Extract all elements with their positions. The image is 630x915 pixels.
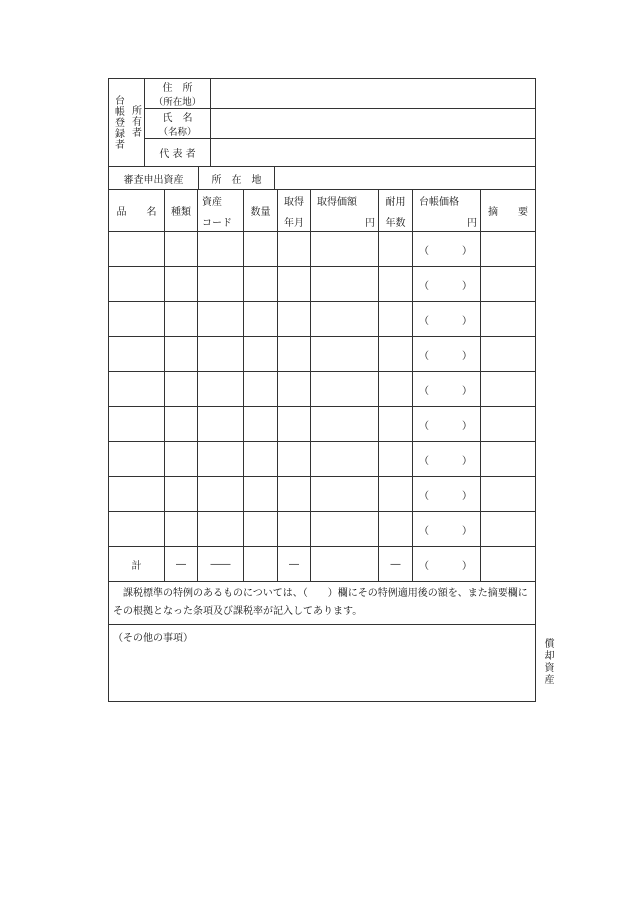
cell-asset-code[interactable] bbox=[198, 442, 244, 477]
total-price[interactable] bbox=[311, 547, 379, 582]
cell-ledger[interactable] bbox=[413, 267, 481, 302]
cell-qty[interactable] bbox=[244, 512, 278, 547]
total-ledger[interactable] bbox=[413, 547, 481, 582]
paren-open: （ bbox=[419, 350, 429, 362]
paren-close: ） bbox=[462, 420, 472, 432]
table-row bbox=[109, 267, 536, 302]
address-label bbox=[145, 79, 211, 109]
cell-remarks[interactable] bbox=[481, 442, 536, 477]
cell-asset-code[interactable] bbox=[198, 477, 244, 512]
cell-life[interactable] bbox=[379, 512, 413, 547]
representative-value[interactable] bbox=[211, 139, 536, 167]
total-asset-code: ―― bbox=[198, 547, 244, 582]
table-row bbox=[109, 512, 536, 547]
cell-ledger[interactable] bbox=[413, 302, 481, 337]
cell-type[interactable] bbox=[165, 372, 198, 407]
cell-acq[interactable] bbox=[278, 267, 311, 302]
paren-close: ） bbox=[462, 560, 472, 572]
cell-type[interactable] bbox=[165, 407, 198, 442]
cell-ledger[interactable] bbox=[413, 442, 481, 477]
table-row bbox=[109, 337, 536, 372]
cell-item[interactable] bbox=[109, 477, 165, 512]
table-row bbox=[109, 477, 536, 512]
col-item: 品 名 bbox=[109, 190, 165, 232]
cell-qty[interactable] bbox=[244, 477, 278, 512]
cell-item[interactable] bbox=[109, 372, 165, 407]
other-matters[interactable] bbox=[109, 625, 536, 702]
cell-asset-code[interactable] bbox=[198, 337, 244, 372]
paren-open: （ bbox=[419, 420, 429, 432]
cell-life[interactable] bbox=[379, 372, 413, 407]
col-asset-code-1: 資産 bbox=[202, 196, 222, 208]
cell-type[interactable] bbox=[165, 512, 198, 547]
total-label: 計 bbox=[109, 547, 165, 582]
cell-remarks[interactable] bbox=[481, 337, 536, 372]
col-acq bbox=[278, 190, 311, 232]
cell-life[interactable] bbox=[379, 407, 413, 442]
registrant-label-text: 台帳登録者 bbox=[112, 95, 124, 150]
paren-close: ） bbox=[462, 455, 472, 467]
cell-qty[interactable] bbox=[244, 337, 278, 372]
total-row bbox=[109, 547, 536, 582]
col-ledger-label: 台帳価格 bbox=[419, 196, 459, 208]
cell-price[interactable] bbox=[311, 407, 379, 442]
location-value[interactable] bbox=[275, 167, 536, 190]
note-text: 課税標準の特例のあるものについては、（ ）欄にその特例適用後の額を、また摘要欄にその根拠となった条項及び課税率が記入してあります。 bbox=[109, 582, 536, 625]
cell-acq[interactable] bbox=[278, 442, 311, 477]
cell-ledger[interactable] bbox=[413, 407, 481, 442]
representative-label-text: 代 表 者 bbox=[159, 149, 196, 160]
cell-item[interactable] bbox=[109, 232, 165, 267]
cell-type[interactable] bbox=[165, 477, 198, 512]
cell-remarks[interactable] bbox=[481, 267, 536, 302]
col-life bbox=[379, 190, 413, 232]
other-matters-label: （その他の事項） bbox=[113, 633, 193, 644]
address-value[interactable] bbox=[211, 79, 536, 109]
paren-open: （ bbox=[419, 525, 429, 537]
address-sub-text: （所在地） bbox=[153, 97, 202, 108]
col-remarks: 摘 要 bbox=[481, 190, 536, 232]
cell-price[interactable] bbox=[311, 232, 379, 267]
total-life: ― bbox=[379, 547, 413, 582]
total-remarks[interactable] bbox=[481, 547, 536, 582]
table-row bbox=[109, 372, 536, 407]
cell-price[interactable] bbox=[311, 512, 379, 547]
paren-close: ） bbox=[462, 280, 472, 292]
asset-table bbox=[108, 189, 536, 702]
cell-price[interactable] bbox=[311, 267, 379, 302]
cell-ledger[interactable] bbox=[413, 337, 481, 372]
table-row bbox=[109, 407, 536, 442]
cell-price[interactable] bbox=[311, 302, 379, 337]
cell-ledger[interactable] bbox=[413, 477, 481, 512]
cell-item[interactable] bbox=[109, 442, 165, 477]
note-row bbox=[109, 582, 536, 625]
cell-item[interactable] bbox=[109, 267, 165, 302]
table-row bbox=[109, 232, 536, 267]
cell-life[interactable] bbox=[379, 477, 413, 512]
cell-item[interactable] bbox=[109, 407, 165, 442]
paren-close: ） bbox=[462, 385, 472, 397]
cell-price[interactable] bbox=[311, 442, 379, 477]
cell-remarks[interactable] bbox=[481, 512, 536, 547]
name-value[interactable] bbox=[211, 109, 536, 139]
name-label-text: 氏 名 bbox=[162, 113, 193, 124]
cell-remarks[interactable] bbox=[481, 477, 536, 512]
paren-open: （ bbox=[419, 315, 429, 327]
cell-acq[interactable] bbox=[278, 512, 311, 547]
total-acq: ― bbox=[278, 547, 311, 582]
col-asset-code bbox=[198, 190, 244, 232]
cell-remarks[interactable] bbox=[481, 302, 536, 337]
paren-close: ） bbox=[462, 490, 472, 502]
cell-ledger[interactable] bbox=[413, 232, 481, 267]
paren-open: （ bbox=[419, 280, 429, 292]
cell-qty[interactable] bbox=[244, 302, 278, 337]
cell-life[interactable] bbox=[379, 232, 413, 267]
cell-acq[interactable] bbox=[278, 477, 311, 512]
col-type: 種類 bbox=[165, 190, 198, 232]
asset-label: 審査申出資産 bbox=[109, 167, 199, 190]
appeal-form bbox=[108, 78, 536, 702]
cell-type[interactable] bbox=[165, 302, 198, 337]
other-row bbox=[109, 625, 536, 702]
paren-close: ） bbox=[462, 245, 472, 257]
total-qty[interactable] bbox=[244, 547, 278, 582]
cell-remarks[interactable] bbox=[481, 407, 536, 442]
cell-qty[interactable] bbox=[244, 407, 278, 442]
cell-life[interactable] bbox=[379, 302, 413, 337]
cell-ledger[interactable] bbox=[413, 372, 481, 407]
cell-ledger[interactable] bbox=[413, 512, 481, 547]
name-sub-text: （名称） bbox=[158, 127, 197, 138]
total-type: ― bbox=[165, 547, 198, 582]
cell-price[interactable] bbox=[311, 372, 379, 407]
cell-price[interactable] bbox=[311, 477, 379, 512]
cell-type[interactable] bbox=[165, 442, 198, 477]
registrant-label bbox=[109, 79, 145, 167]
paren-close: ） bbox=[462, 315, 472, 327]
header-row bbox=[109, 190, 536, 232]
representative-label bbox=[145, 139, 211, 167]
col-ledger bbox=[413, 190, 481, 232]
col-price-label: 取得価額 bbox=[317, 196, 357, 208]
col-ledger-unit: 円 bbox=[467, 217, 477, 229]
cell-item[interactable] bbox=[109, 302, 165, 337]
cell-qty[interactable] bbox=[244, 372, 278, 407]
paren-open: （ bbox=[419, 385, 429, 397]
cell-price[interactable] bbox=[311, 337, 379, 372]
cell-asset-code[interactable] bbox=[198, 372, 244, 407]
cell-life[interactable] bbox=[379, 442, 413, 477]
paren-open: （ bbox=[419, 560, 429, 572]
cell-asset-code[interactable] bbox=[198, 302, 244, 337]
cell-acq[interactable] bbox=[278, 372, 311, 407]
cell-item[interactable] bbox=[109, 512, 165, 547]
paren-open: （ bbox=[419, 490, 429, 502]
col-life-1: 耐用 bbox=[385, 196, 406, 208]
table-row bbox=[109, 302, 536, 337]
cell-type[interactable] bbox=[165, 267, 198, 302]
col-acq-1: 取得 bbox=[284, 196, 304, 208]
cell-acq[interactable] bbox=[278, 337, 311, 372]
cell-type[interactable] bbox=[165, 232, 198, 267]
col-qty: 数量 bbox=[244, 190, 278, 232]
col-asset-code-2: コード bbox=[202, 217, 232, 229]
cell-asset-code[interactable] bbox=[198, 232, 244, 267]
cell-qty[interactable] bbox=[244, 267, 278, 302]
cell-qty[interactable] bbox=[244, 442, 278, 477]
cell-acq[interactable] bbox=[278, 407, 311, 442]
address-label-text: 住 所 bbox=[162, 83, 193, 94]
cell-life[interactable] bbox=[379, 267, 413, 302]
cell-qty[interactable] bbox=[244, 232, 278, 267]
cell-item[interactable] bbox=[109, 337, 165, 372]
cell-remarks[interactable] bbox=[481, 232, 536, 267]
data-rows bbox=[109, 232, 536, 547]
location-table bbox=[108, 166, 536, 190]
name-label bbox=[145, 109, 211, 139]
col-acq-2: 年月 bbox=[284, 217, 304, 229]
cell-asset-code[interactable] bbox=[198, 267, 244, 302]
cell-type[interactable] bbox=[165, 337, 198, 372]
cell-asset-code[interactable] bbox=[198, 512, 244, 547]
paren-open: （ bbox=[419, 455, 429, 467]
table-row bbox=[109, 442, 536, 477]
owner-table bbox=[108, 78, 536, 167]
col-price-unit: 円 bbox=[365, 217, 375, 229]
cell-acq[interactable] bbox=[278, 232, 311, 267]
col-life-2: 年数 bbox=[385, 217, 406, 229]
cell-acq[interactable] bbox=[278, 302, 311, 337]
location-label: 所 在 地 bbox=[199, 167, 275, 190]
paren-close: ） bbox=[462, 350, 472, 362]
paren-open: （ bbox=[419, 245, 429, 257]
paren-close: ） bbox=[462, 525, 472, 537]
cell-remarks[interactable] bbox=[481, 372, 536, 407]
owner-label-text: 所有者 bbox=[129, 105, 141, 138]
side-label: 償却資産 bbox=[542, 638, 553, 686]
cell-life[interactable] bbox=[379, 337, 413, 372]
cell-asset-code[interactable] bbox=[198, 407, 244, 442]
col-price bbox=[311, 190, 379, 232]
